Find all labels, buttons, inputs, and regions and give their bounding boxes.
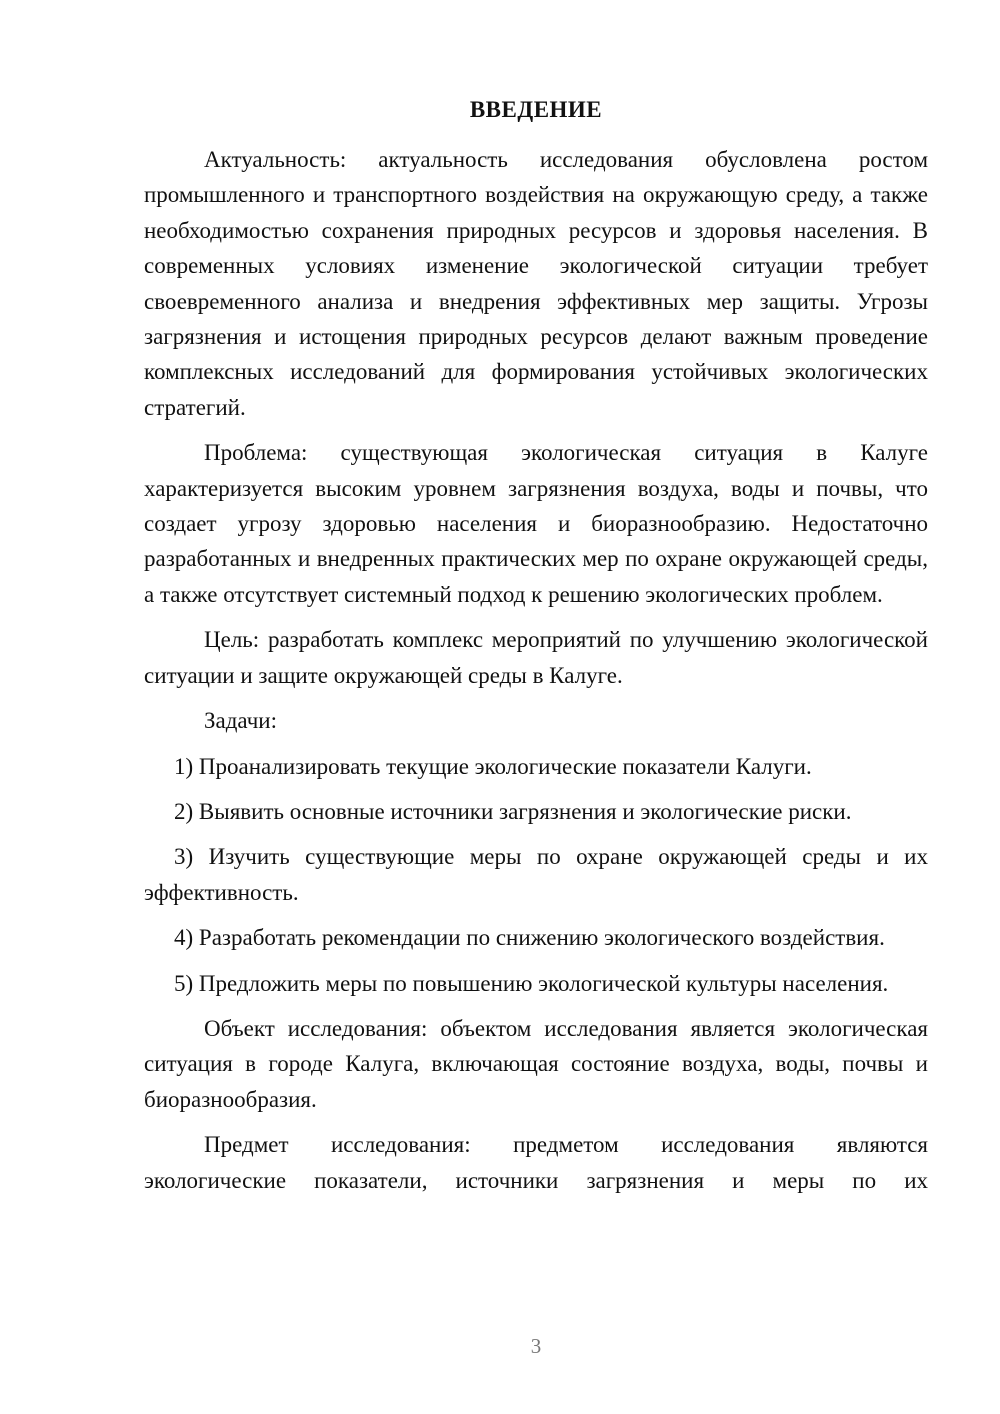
task-item: 3) Изучить существующие меры по охране окружающей среды и их эффективность.: [144, 844, 928, 905]
task-item: 4) Разработать рекомендации по снижению экологического воздействия.: [174, 925, 885, 951]
object-paragraph: Объект исследования: объектом исследования является экологическая ситуация в городе Калуга, включающая состояние воздуха, воды, почвы и биоразнообразия.: [144, 1015, 928, 1112]
goal-paragraph: Цель: разработать комплекс мероприятий по улучшению экологической ситуации и защите окружающей среды в Калуге.: [144, 627, 928, 688]
tasks-heading: Задачи:: [204, 708, 277, 734]
problem-paragraph: Проблема: существующая экологическая ситуация в Калуге характеризуется высоким уровнем загрязнения воздуха, воды и почвы, что создает угрозу здоровью населения и биоразнообразию. Недостаточно разработанных и внедренных практических мер по охране окружающей среды, а также отсутствует системный подход к решению экологических проблем.: [144, 440, 928, 607]
section-heading: ВВЕДЕНИЕ: [469, 97, 603, 122]
relevance-paragraph: Актуальность: актуальность исследования обусловлена ростом промышленного и транспортного воздействия на окружающую среду, а также необходимостью сохранения природных ресурсов и здоровья населения. В современных условиях изменение экологической ситуации требует своевременного анализа и внедрения эффективных мер защиты. Угрозы загрязнения и истощения природных ресурсов делают важным проведение комплексных исследований для формирования устойчивых экологических стратегий.: [144, 147, 928, 420]
task-item: 2) Выявить основные источники загрязнения и экологические риски.: [174, 798, 852, 824]
task-item: 1) Проанализировать текущие экологические показатели Калуги.: [174, 753, 812, 779]
document-body: [144, 142, 928, 1208]
task-item: 5) Предложить меры по повышению экологической культуры населения.: [174, 970, 889, 996]
page-number: 3: [530, 1334, 542, 1358]
subject-paragraph: Предмет исследования: предметом исследования являются экологические показатели, источники загрязнения и меры по их: [144, 1132, 928, 1193]
